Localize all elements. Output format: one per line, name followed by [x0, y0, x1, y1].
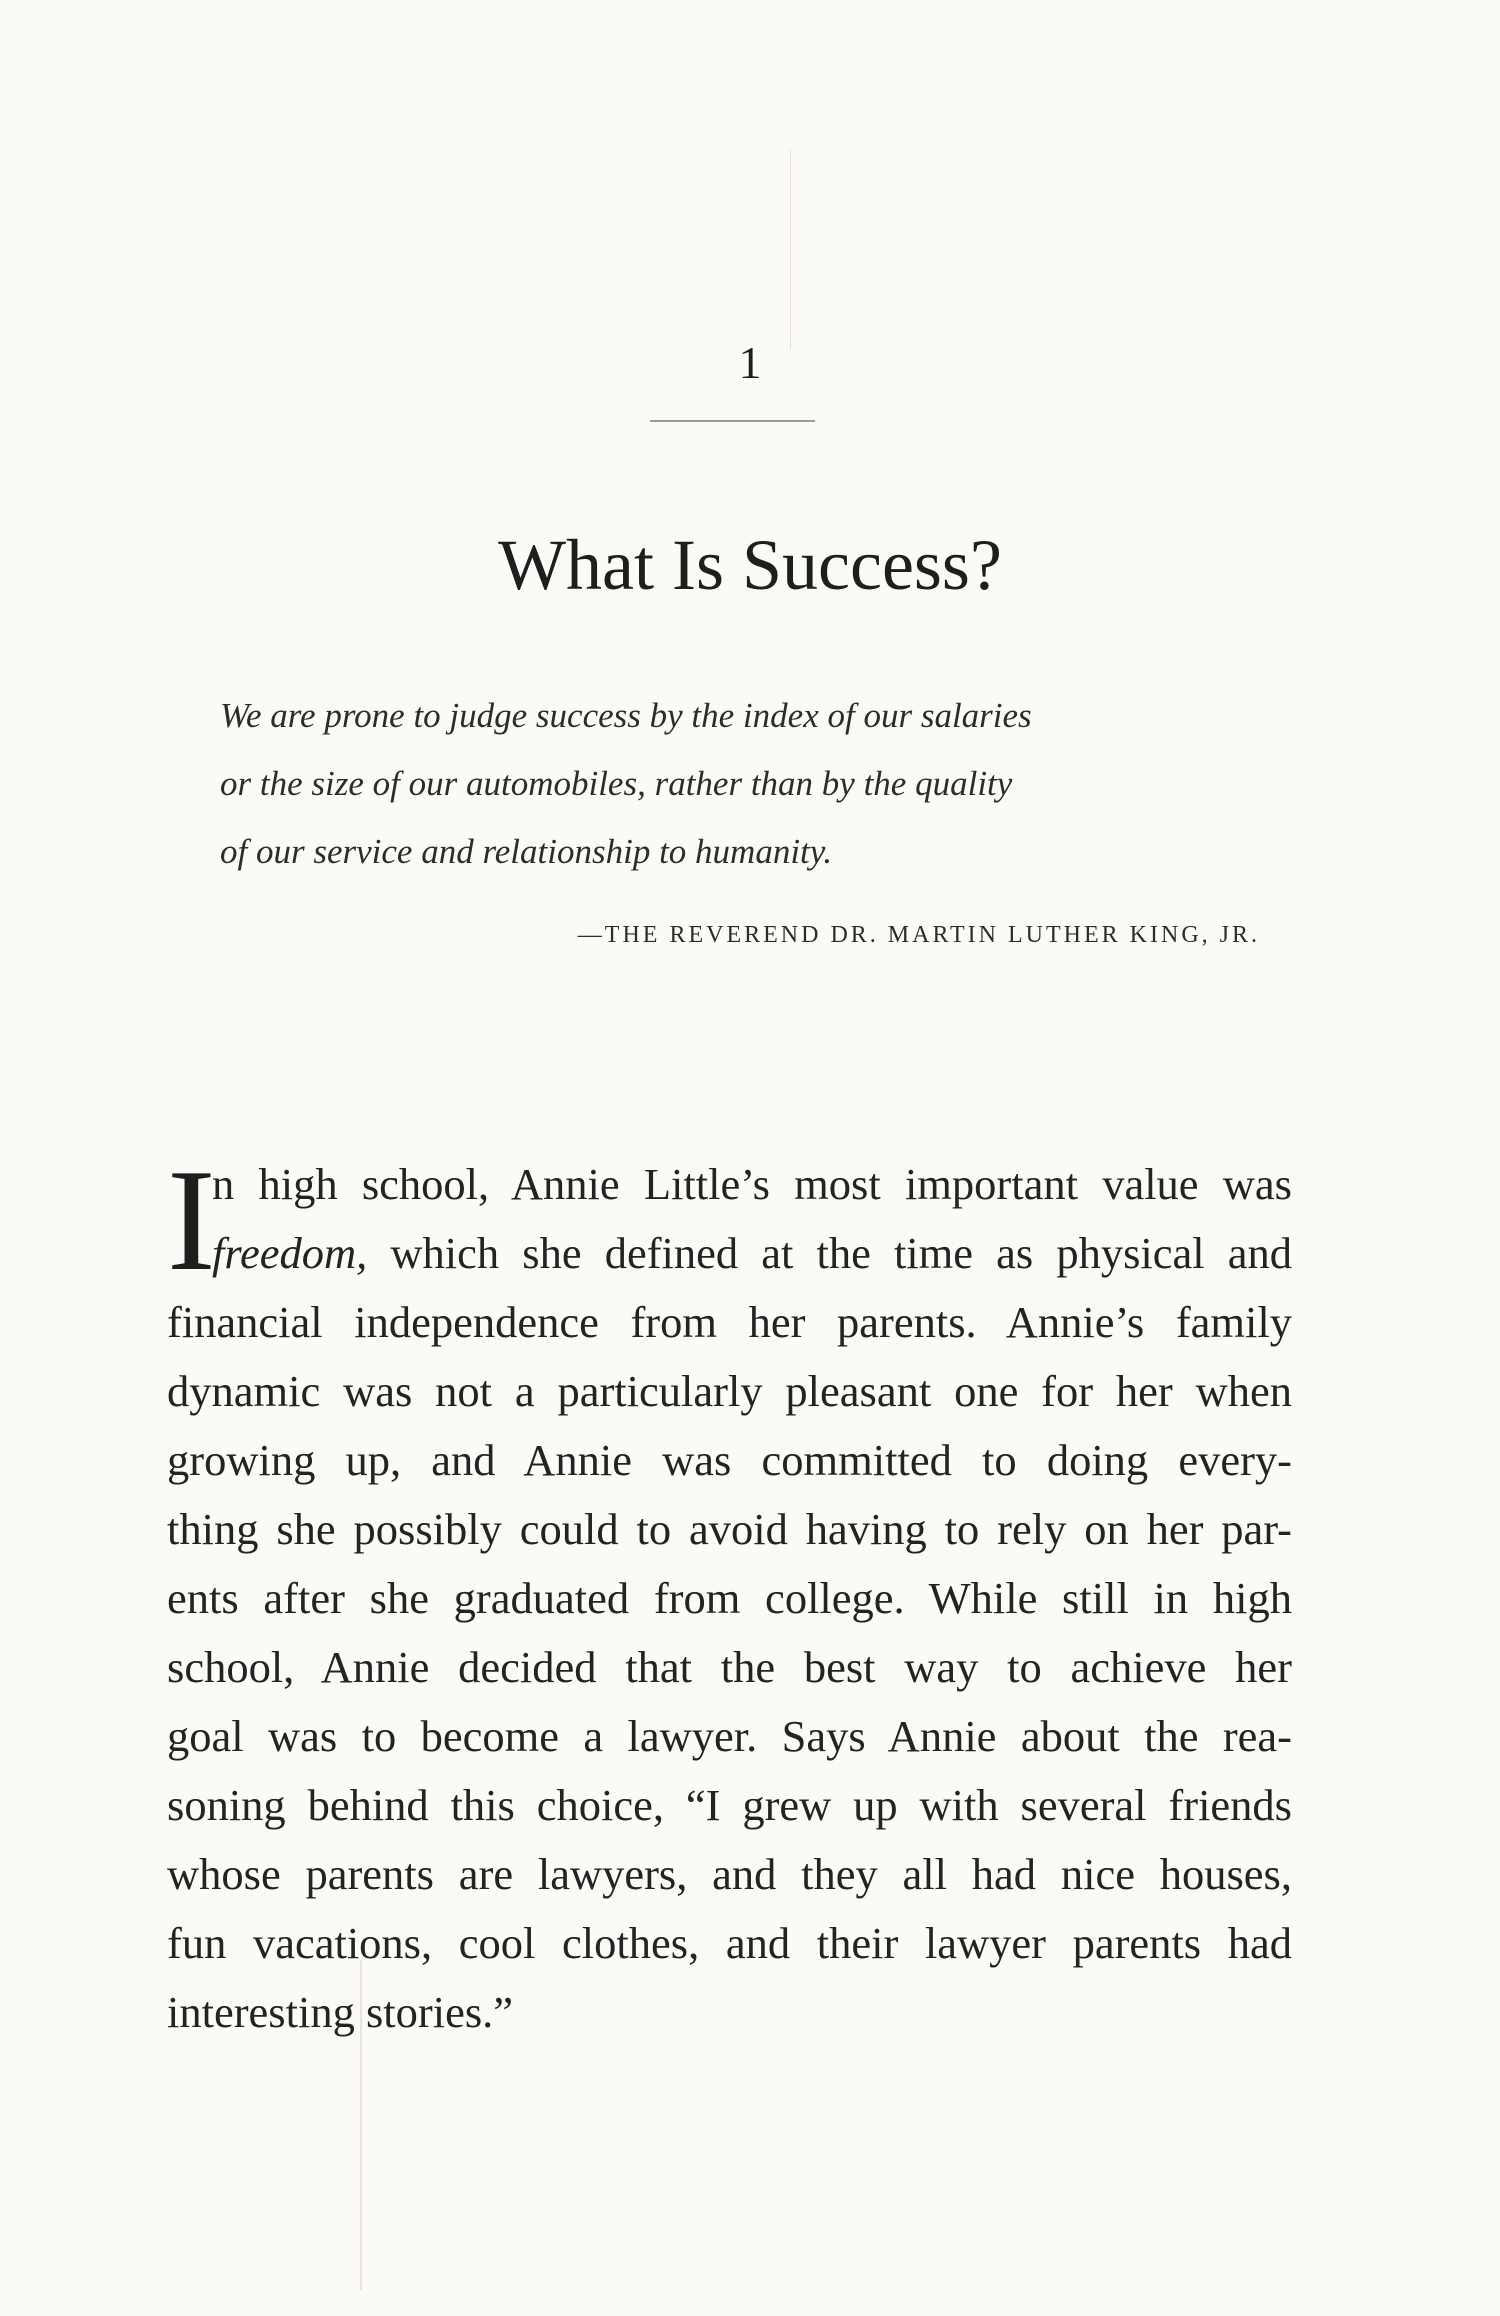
- body-line: fun vacations, cool clothes, and their lawyer parents had: [167, 1918, 1292, 1968]
- drop-cap: I: [167, 1139, 216, 1301]
- body-line: ents after she graduated from college. While still in high: [167, 1573, 1292, 1623]
- epigraph-line: of our service and relationship to humanity.: [220, 832, 833, 871]
- body-line-text: which she defined at the time as physical and: [367, 1228, 1292, 1278]
- body-line: soning behind this choice, “I grew up with several friends: [167, 1780, 1292, 1830]
- body-line: school, Annie decided that the best way to achieve her: [167, 1642, 1292, 1692]
- body-paragraph: [167, 1139, 1292, 2047]
- body-line: dynamic was not a particularly pleasant one for her when: [167, 1366, 1292, 1416]
- body-line-last: interesting stories.”: [167, 1987, 514, 2037]
- body-line: thing she possibly could to avoid having to rely on her par-: [167, 1504, 1292, 1554]
- body-line: [167, 1219, 1292, 1288]
- body-line: n high school, Annie Little’s most important value was: [212, 1159, 1292, 1209]
- body-line: goal was to become a lawyer. Says Annie about the rea-: [167, 1711, 1292, 1761]
- chapter-title: What Is Success?: [498, 525, 1002, 605]
- chapter-divider: [650, 420, 815, 422]
- body-line: financial independence from her parents. Annie’s family: [167, 1297, 1292, 1347]
- epigraph-line: We are prone to judge success by the index of our salaries: [220, 696, 1032, 735]
- epigraph-line: or the size of our automobiles, rather than by the quality: [220, 764, 1013, 803]
- body-line: growing up, and Annie was committed to doing every-: [167, 1435, 1292, 1485]
- epigraph-attribution: —THE REVEREND DR. MARTIN LUTHER KING, JR.: [577, 922, 1260, 948]
- chapter-number: 1: [738, 337, 762, 388]
- epigraph: [220, 682, 1310, 886]
- body-line: whose parents are lawyers, and they all had nice houses,: [167, 1849, 1292, 1899]
- scan-artifact-line: [790, 150, 791, 350]
- emphasis-freedom: freedom,: [212, 1228, 368, 1278]
